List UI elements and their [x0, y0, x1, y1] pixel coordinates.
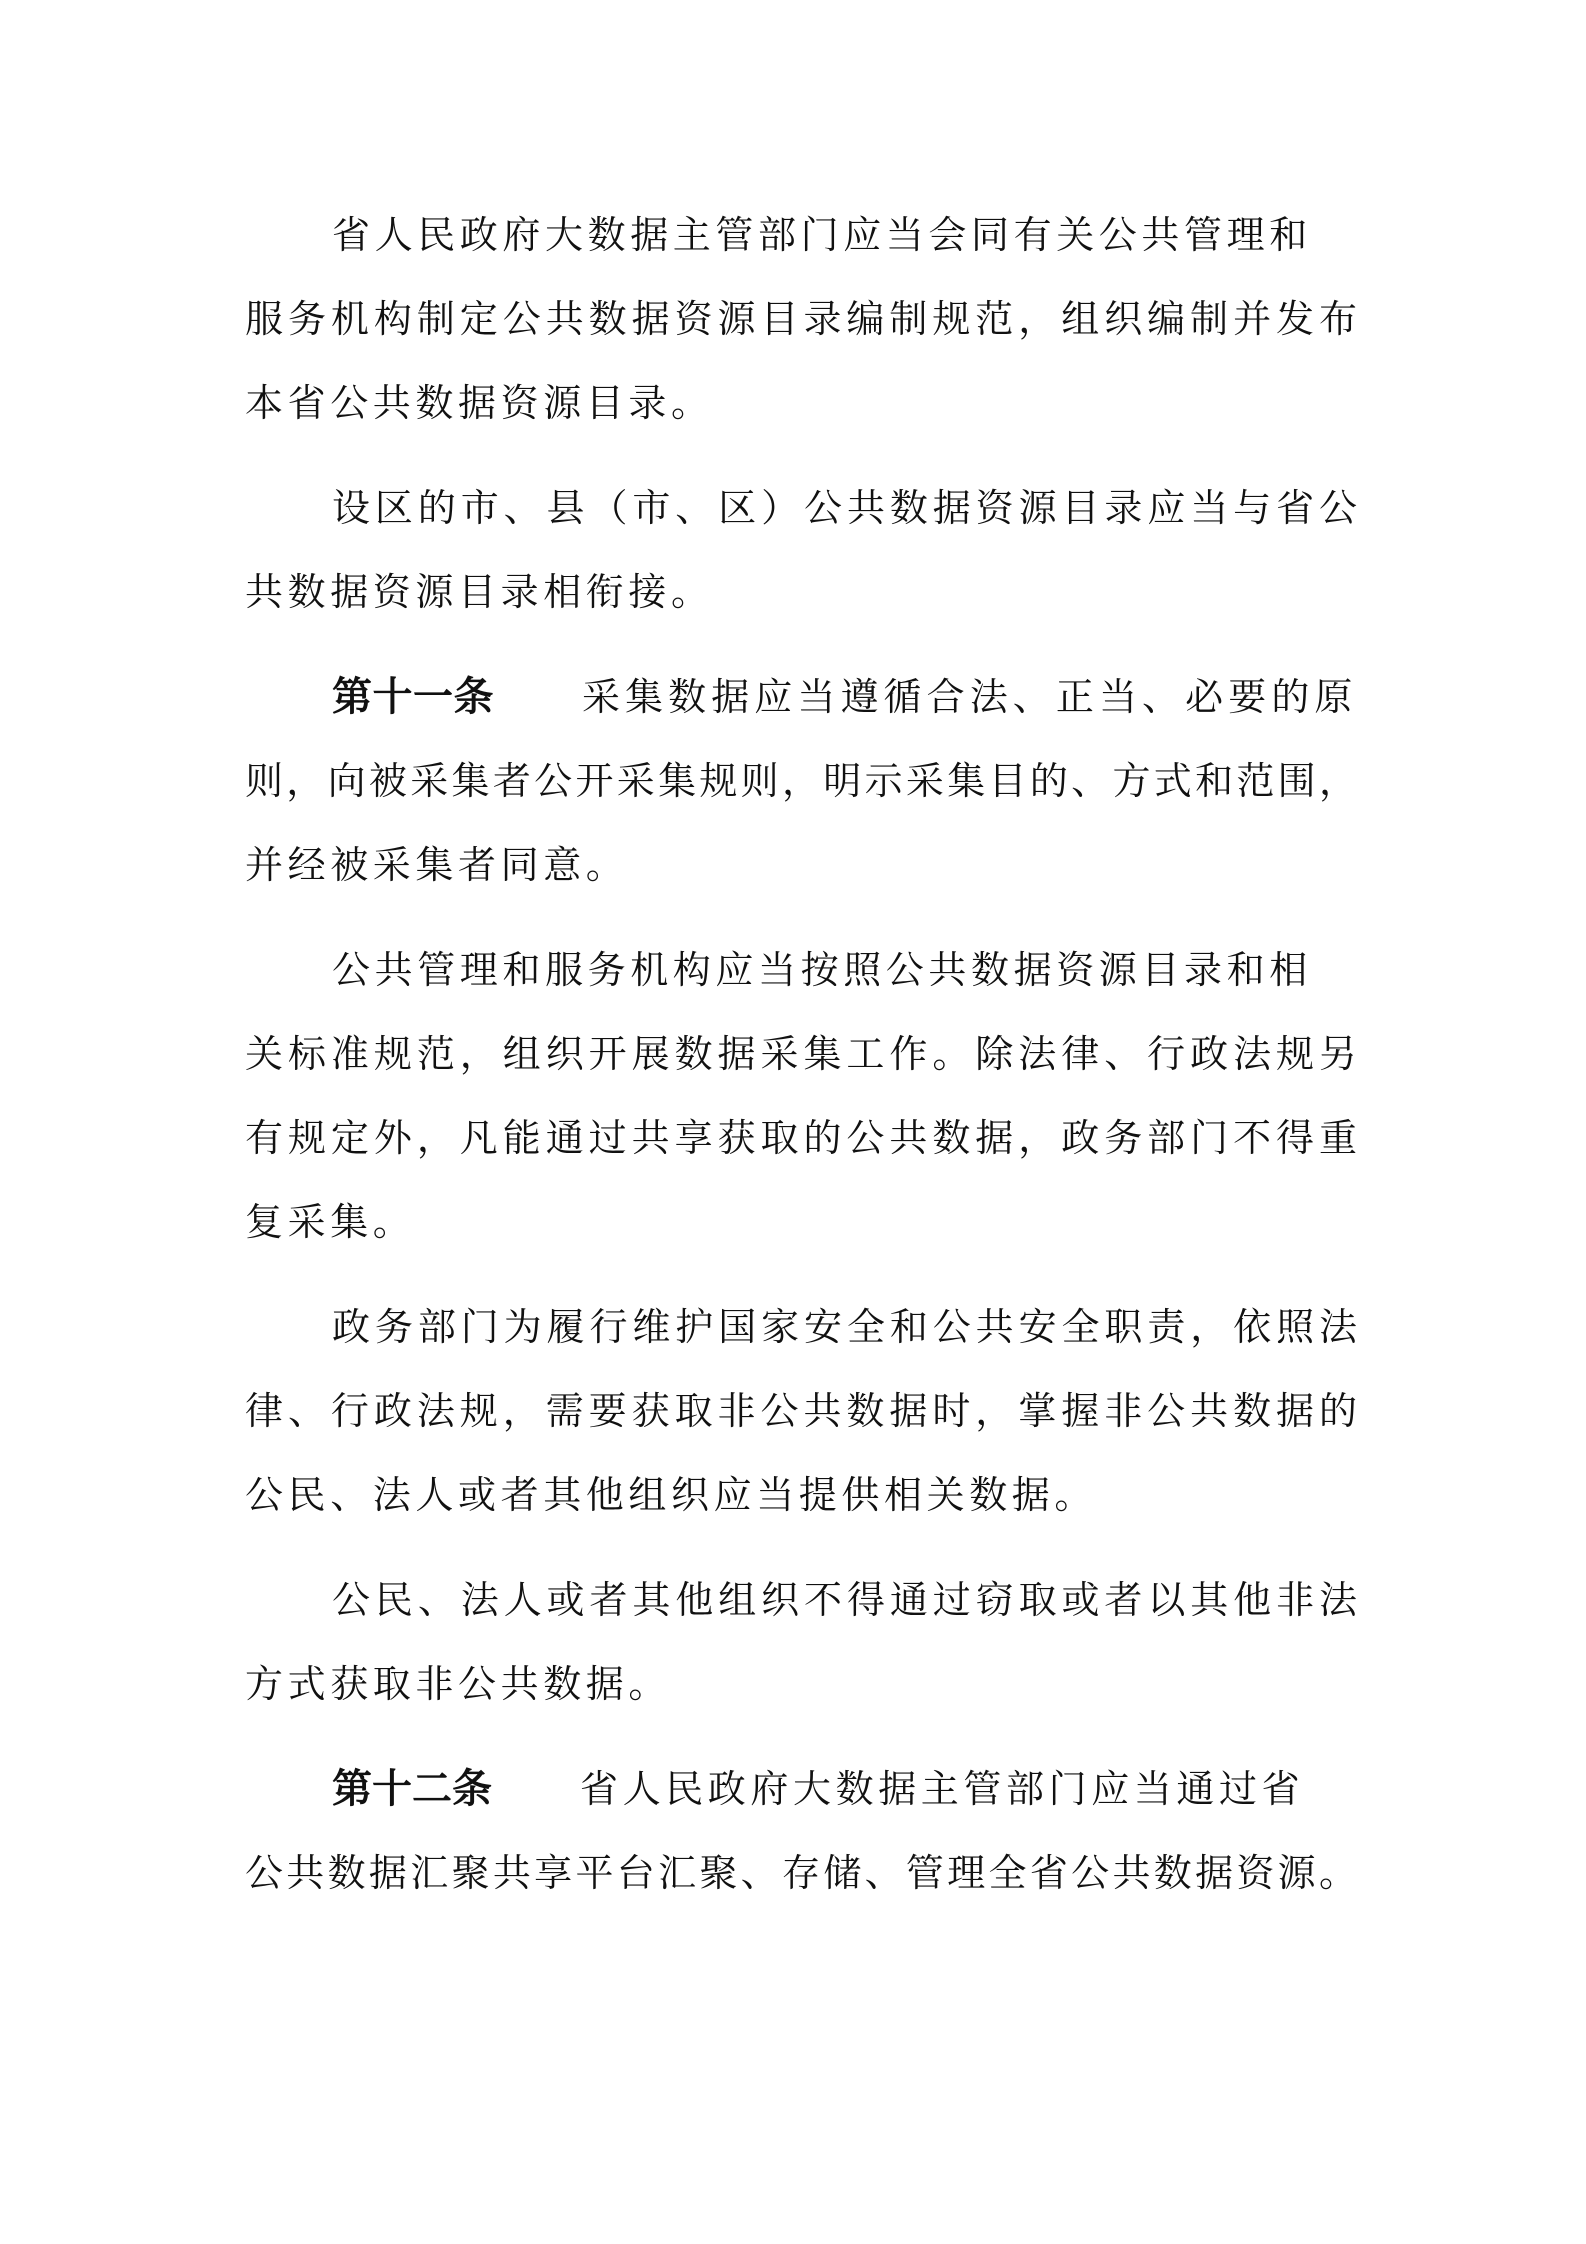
- article-heading: 第十二条: [332, 1766, 492, 1812]
- text-line: 公民、法人或者其他组织不得通过窃取或者以其他非法: [332, 1578, 1357, 1622]
- text-line: 公民、法人或者其他组织应当提供相关数据。: [245, 1473, 1098, 1517]
- text-line: 并经被采集者同意。: [245, 843, 629, 887]
- text-line: 共数据资源目录相衔接。: [245, 570, 714, 614]
- text-line: 本省公共数据资源目录。: [245, 381, 714, 425]
- text-line: 律、行政法规，需要获取非公共数据时，掌握非公共数据的: [245, 1389, 1357, 1433]
- text-line: 公共管理和服务机构应当按照公共数据资源目录和相: [332, 948, 1312, 992]
- text-line: 设区的市、县（市、区）公共数据资源目录应当与省公: [332, 486, 1357, 530]
- text-line: 有规定外，凡能通过共享获取的公共数据，政务部门不得重: [245, 1116, 1357, 1160]
- text-line: 政务部门为履行维护国家安全和公共安全职责，依照法: [332, 1305, 1357, 1349]
- paragraph-collection-work: [245, 928, 1357, 1264]
- text-line: [245, 655, 1357, 739]
- text-line: 则，向被采集者公开采集规则，明示采集目的、方式和范围，: [245, 759, 1357, 803]
- document-page: [245, 193, 1357, 1936]
- article-heading: 第十一条: [332, 674, 494, 720]
- article-12: [245, 1747, 1357, 1915]
- text-line: 关标准规范，组织开展数据采集工作。除法律、行政法规另: [245, 1032, 1357, 1076]
- text-line: [245, 1747, 1357, 1831]
- article-11: [245, 655, 1357, 907]
- paragraph-local-catalog: [245, 466, 1357, 634]
- paragraph-non-public-data: [245, 1285, 1357, 1537]
- text-line: 服务机构制定公共数据资源目录编制规范，组织编制并发布: [245, 297, 1357, 341]
- text-line: 公共数据汇聚共享平台汇聚、存储、管理全省公共数据资源。: [245, 1851, 1357, 1895]
- paragraph-catalog-standard: [245, 193, 1357, 445]
- paragraph-prohibition: [245, 1558, 1357, 1726]
- text-line: 复采集。: [245, 1200, 416, 1244]
- text-line-body: 采集数据应当遵循合法、正当、必要的原: [581, 675, 1358, 719]
- text-line-body: 省人民政府大数据主管部门应当通过省: [580, 1767, 1305, 1811]
- text-line: 方式获取非公共数据。: [245, 1662, 672, 1706]
- text-line: 省人民政府大数据主管部门应当会同有关公共管理和: [332, 213, 1312, 257]
